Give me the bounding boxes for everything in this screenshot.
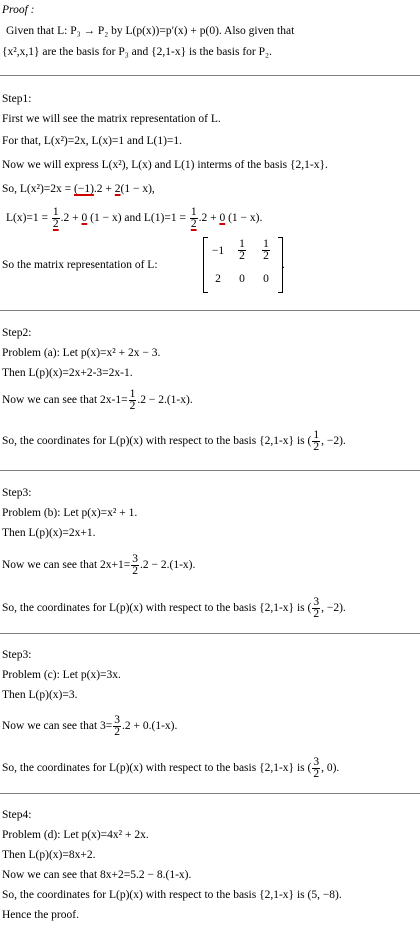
matrix [203, 237, 283, 293]
step1-title: Step1: [2, 93, 32, 105]
step3b-line-2: Then L(p)(x)=2x+1. [2, 527, 96, 539]
separator [0, 310, 420, 311]
intro-line-2: {x²,x,1} are the basis for P₃ and {2,1-x} is the basis for P₂. [2, 46, 272, 58]
step4-title: Step4: [2, 809, 32, 821]
step3c-line-3: Now we can see that 3= $\frac{3}{2}$ .2 + 0.(1-x). [2, 714, 178, 738]
step2-title: Step2: [2, 327, 32, 339]
step2-line-3: Now we can see that 2x-1= $\frac{1}{2}$ .2 − 2.(1-x). [2, 388, 193, 412]
matrix-period: . [282, 259, 285, 271]
matrix-r1c3: $\frac{1}{2}$ [263, 238, 269, 262]
step3b-line-4: So, the coordinates for L(p)(x) with respect to the basis {2,1-x} is ( $\frac{3}{2}$ , −2). [2, 596, 346, 620]
step4-line-4: So, the coordinates for L(p)(x) with respect to the basis {2,1-x} is (5, −8). [2, 889, 342, 901]
step3b-line-3: Now we can see that 2x+1= $\frac{3}{2}$ .2 − 2.(1-x). [2, 553, 196, 577]
separator [0, 75, 420, 76]
step3c-title: Step3: [2, 649, 32, 661]
proof-label: Proof : [2, 4, 35, 16]
matrix-r1c2: $\frac{1}{2}$ [239, 238, 245, 262]
step2-line-4: So, the coordinates for L(p)(x) with respect to the basis {2,1-x} is ( $\frac{1}{2}$ , −2). [2, 429, 346, 453]
step3c-line-4: So, the coordinates for L(p)(x) with respect to the basis {2,1-x} is ( $\frac{3}{2}$ , 0). [2, 756, 340, 780]
intro-line-1: Given that L: P₃ → P₂ by L(p(x))=p′(x) + p(0). Also given that [6, 25, 295, 37]
matrix-r1c1: −1 [211, 245, 225, 257]
step1-line-2: For that, L(x²)=2x, L(x)=1 and L(1)=1. [2, 135, 183, 147]
step4-line-2: Then L(p)(x)=8x+2. [2, 849, 96, 861]
step4-line-5: Hence the proof. [2, 909, 79, 921]
separator [0, 793, 420, 794]
step3b-title: Step3: [2, 487, 32, 499]
step3b-line-1: Problem (b): Let p(x)=x² + 1. [2, 507, 138, 519]
matrix-r2c2: 0 [239, 273, 245, 285]
step4-line-1: Problem (d): Let p(x)=4x² + 2x. [2, 829, 149, 841]
step2-line-2: Then L(p)(x)=2x+2-3=2x-1. [2, 367, 133, 379]
step3c-line-1: Problem (c): Let p(x)=3x. [2, 669, 121, 681]
matrix-r2c1: 2 [215, 273, 221, 285]
separator [0, 470, 420, 471]
separator [0, 633, 420, 634]
step1-line-3: Now we will express L(x²), L(x) and L(1) interms of the basis {2,1-x}. [2, 159, 328, 171]
step2-line-1: Problem (a): Let p(x)=x² + 2x − 3. [2, 347, 161, 359]
step1-line-4: So, L(x²)=2x = (−1).2 + 2(1 − x), [2, 183, 155, 195]
step1-line-1: First we will see the matrix representation of L. [2, 113, 221, 125]
matrix-r2c3: 0 [263, 273, 269, 285]
step1-line-6: So the matrix representation of L: [2, 259, 158, 271]
step1-line-5: L(x)=1 = $\frac{1}{2}$ .2 + 0 (1 − x) and L(1)=1 = $\frac{1}{2}$ .2 + 0 (1 − x). [6, 206, 263, 230]
step4-line-3: Now we can see that 8x+2=5.2 − 8.(1-x). [2, 869, 192, 881]
step3c-line-2: Then L(p)(x)=3. [2, 689, 78, 701]
